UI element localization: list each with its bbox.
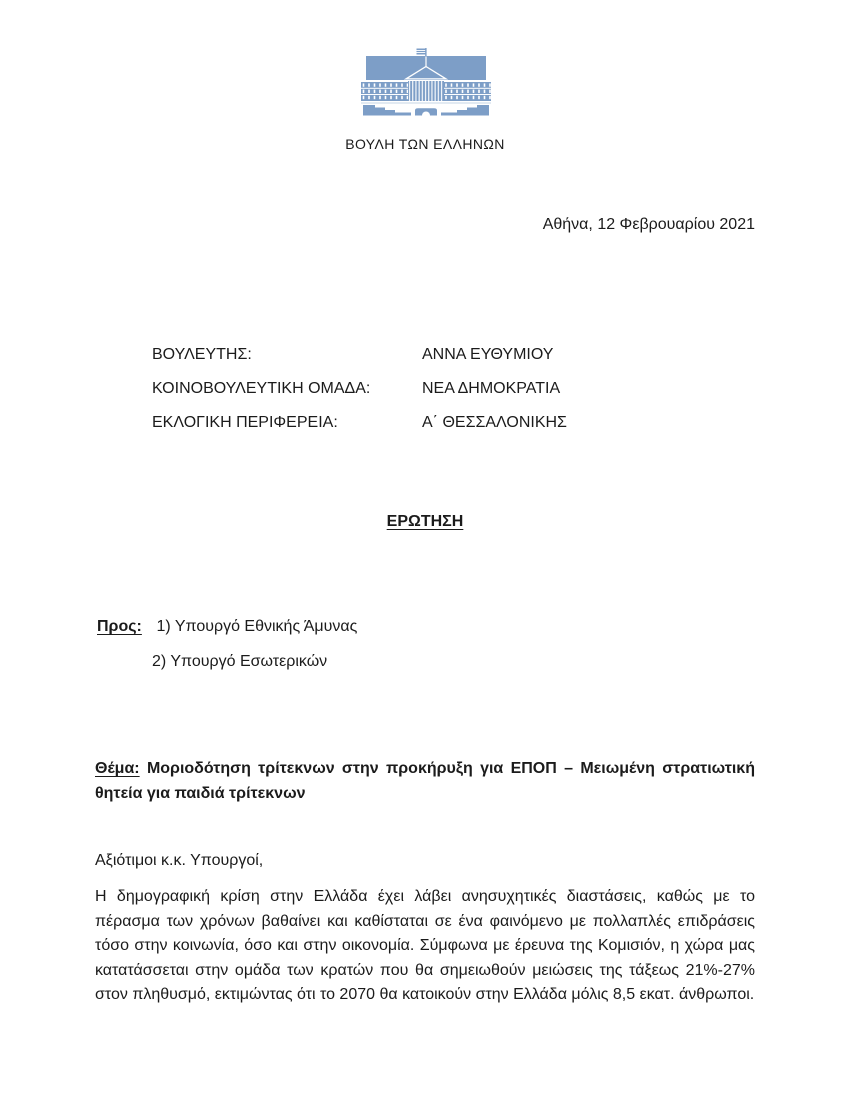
org-title: ΒΟΥΛΗ ΤΩΝ ΕΛΛΗΝΩΝ: [345, 136, 505, 152]
mp-info-value: ΝΕΑ ΔΗΜΟΚΡΑΤΙΑ: [422, 380, 561, 397]
recipient-item: 1) Υπουργό Εθνικής Άμυνας: [156, 618, 358, 635]
mp-info-value: Α΄ ΘΕΣΣΑΛΟΝΙΚΗΣ: [422, 414, 567, 431]
mp-info: [152, 345, 567, 447]
recipient-item: 2) Υπουργό Εσωτερικών: [152, 653, 328, 670]
parliament-emblem-icon: [361, 47, 491, 117]
subject-block: [95, 756, 755, 806]
recipients-label: Προς:: [97, 618, 142, 635]
mp-info-row: [152, 379, 567, 399]
question-heading-text: ΕΡΩΤΗΣΗ: [386, 513, 464, 530]
mp-info-value: ΑΝΝΑ ΕΥΘΥΜΙΟΥ: [422, 346, 554, 363]
salutation: Αξιότιμοι κ.κ. Υπουργοί,: [95, 852, 264, 869]
mp-info-label: ΚΟΙΝΟΒΟΥΛΕΥΤΙΚΗ ΟΜΑΔΑ:: [152, 380, 371, 397]
mp-info-label: ΒΟΥΛΕΥΤΗΣ:: [152, 346, 252, 363]
mp-info-row: [152, 345, 567, 365]
document-date: Αθήνα, 12 Φεβρουαρίου 2021: [542, 216, 755, 233]
body-paragraph: Η δημογραφική κρίση στην Ελλάδα έχει λάβει ανησυχητικές διαστάσεις, καθώς με το πέρασμα των χρόνων βαθαίνει και καθίσταται σε ένα φαινόμενο με πολλαπλές επιδράσεις τόσο στην κοινωνία, όσο και στην οικονομία. Σύμφωνα με έρευνα της Κομισιόν, η χώρα μας κατατάσσεται στην ομάδα των κρατών που θα σημειωθούν μειώσεις της τάξεως 21%-27% στον πληθυσμό, εκτιμώντας ότι το 2070 θα κατοικούν στην Ελλάδα μόλις 8,5 εκατ. άνθρωποι.: [95, 888, 755, 1003]
mp-info-label: ΕΚΛΟΓΙΚΗ ΠΕΡΙΦΕΡΕΙΑ:: [152, 414, 338, 431]
subject-label: Θέμα:: [95, 760, 140, 777]
recipient-row: [97, 652, 357, 672]
mp-info-row: [152, 413, 567, 433]
recipients-block: [97, 617, 357, 687]
subject-text: Μοριοδότηση τρίτεκνων στην προκήρυξη για ΕΠΟΠ – Μειωμένη στρατιωτική θητεία για παιδιά τρίτεκνων: [95, 760, 755, 802]
recipient-row: [97, 617, 357, 637]
question-heading: [0, 512, 850, 532]
